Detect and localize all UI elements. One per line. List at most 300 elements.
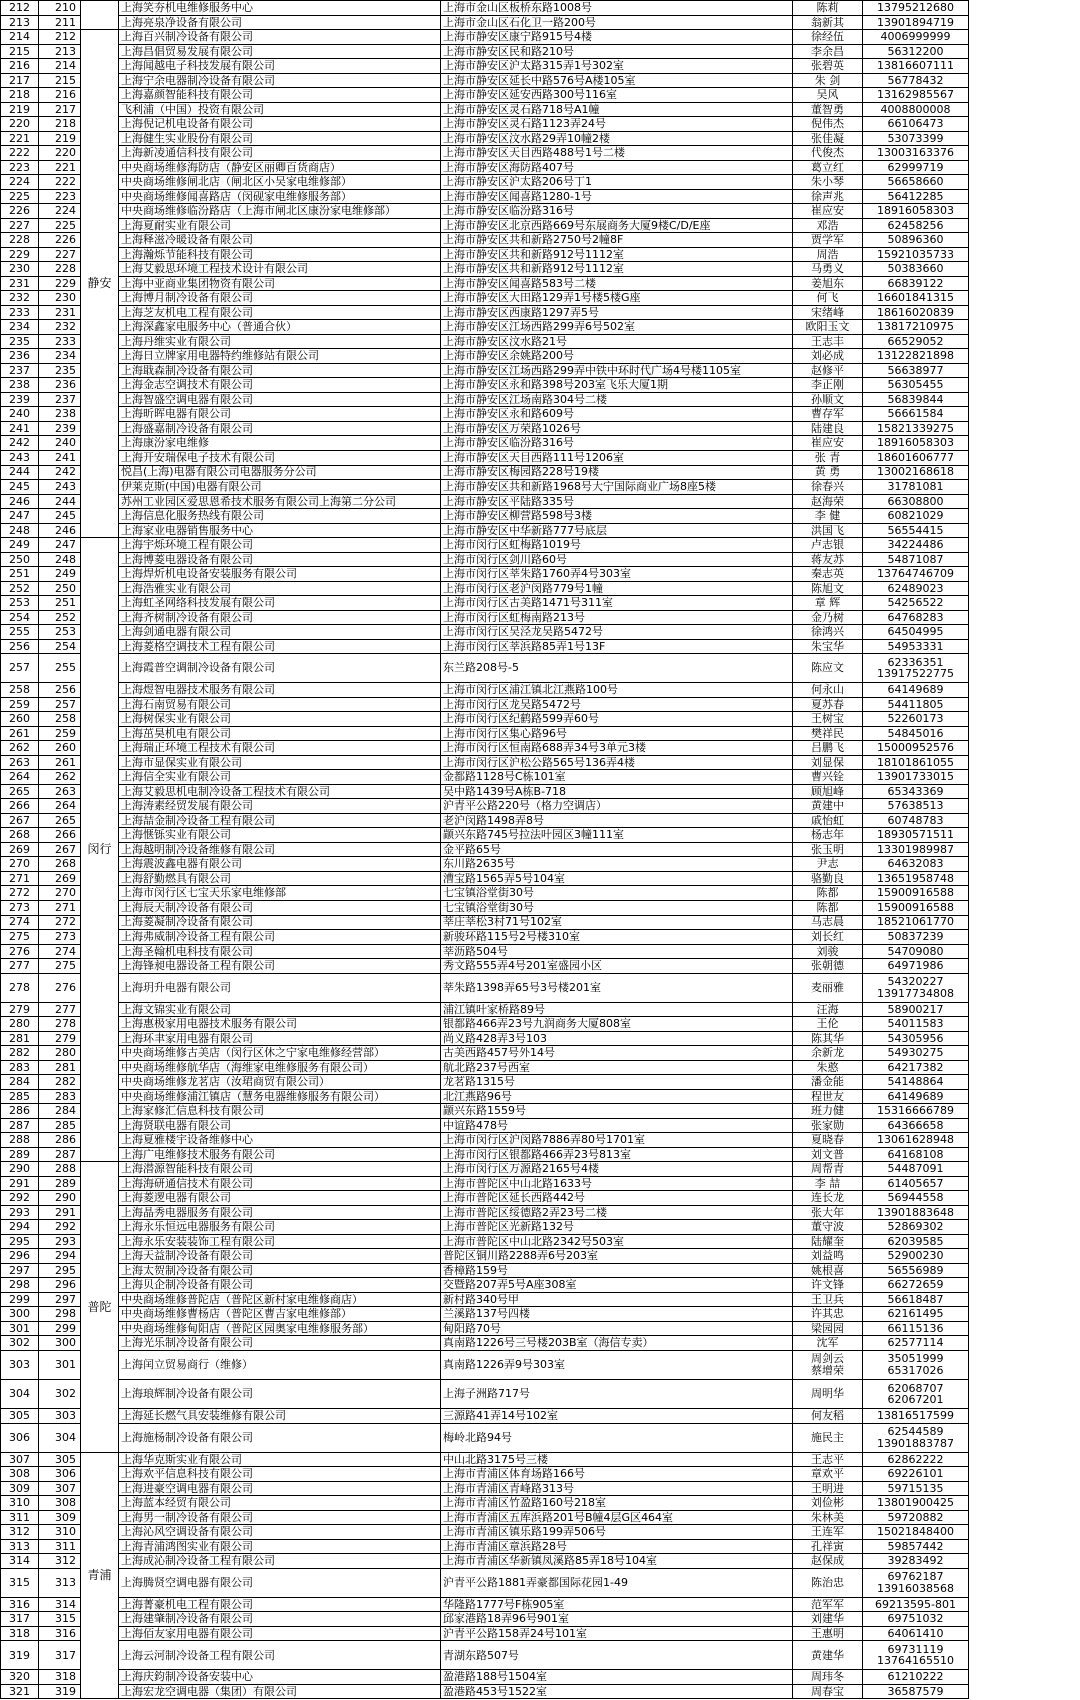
table-row: [1, 1467, 1058, 1482]
company-name-cell: 上海开安瑞保电子技术有限公司: [119, 450, 441, 465]
empty-cell: [969, 900, 1058, 915]
table-row: [1, 1321, 1058, 1336]
company-name-cell: 上海宇烁环境工程有限公司: [119, 538, 441, 553]
sequence-cell: 236: [39, 378, 81, 393]
row-number-cell: 213: [1, 15, 39, 30]
empty-cell: [969, 1249, 1058, 1264]
contact-person-cell: 范军军: [793, 1597, 863, 1612]
address-cell: 上海市闵行区莘浜路85弄1号13F: [441, 639, 793, 654]
phone-cell: 62544589 13901883787: [863, 1423, 969, 1452]
company-name-cell: 上海环聿家用电器有限公司: [119, 1031, 441, 1046]
sequence-cell: 317: [39, 1641, 81, 1670]
address-cell: 三源路41弄14号102室: [441, 1409, 793, 1424]
table-row: [1, 1423, 1058, 1452]
row-number-cell: 272: [1, 886, 39, 901]
address-cell: 上海市静安区北京西路669号东展商务大厦9楼C/D/E座: [441, 218, 793, 233]
row-number-cell: 264: [1, 770, 39, 785]
contact-person-cell: 许其忠: [793, 1307, 863, 1322]
phone-cell: 62862222: [863, 1452, 969, 1467]
company-name-cell: 上海琅辉制冷设备有限公司: [119, 1380, 441, 1409]
sequence-cell: 254: [39, 639, 81, 654]
empty-cell: [969, 320, 1058, 335]
address-cell: 上海市静安区平陆路335号: [441, 494, 793, 509]
phone-cell: 64149689: [863, 1089, 969, 1104]
address-cell: 老沪闵路1498弄8号: [441, 813, 793, 828]
contact-person-cell: 骆勤良: [793, 871, 863, 886]
address-cell: 龙茗路1315号: [441, 1075, 793, 1090]
row-number-cell: 218: [1, 88, 39, 103]
row-number-cell: 225: [1, 189, 39, 204]
empty-cell: [969, 1104, 1058, 1119]
contact-person-cell: 刘文普: [793, 1147, 863, 1162]
empty-cell: [969, 944, 1058, 959]
empty-cell: [969, 1641, 1058, 1670]
row-number-cell: 242: [1, 436, 39, 451]
sequence-cell: 244: [39, 494, 81, 509]
table-row: [1, 1539, 1058, 1554]
company-name-cell: 上海锋昶电器设备工程有限公司: [119, 959, 441, 974]
row-number-cell: 302: [1, 1336, 39, 1351]
empty-cell: [969, 799, 1058, 814]
phone-cell: 15921035733: [863, 247, 969, 262]
address-cell: 上海市青浦区华新镇凤溪路85弄18号104室: [441, 1554, 793, 1569]
sequence-cell: 293: [39, 1234, 81, 1249]
row-number-cell: 276: [1, 944, 39, 959]
empty-cell: [969, 378, 1058, 393]
row-number-cell: 261: [1, 726, 39, 741]
empty-cell: [969, 1554, 1058, 1569]
empty-cell: [969, 813, 1058, 828]
empty-cell: [969, 596, 1058, 611]
company-name-cell: 上海浩雅实业有限公司: [119, 581, 441, 596]
table-row: [1, 334, 1058, 349]
row-number-cell: 254: [1, 610, 39, 625]
table-row: [1, 784, 1058, 799]
address-cell: 上海市闵行区银都路466弄23号813室: [441, 1147, 793, 1162]
sequence-cell: 294: [39, 1249, 81, 1264]
contact-person-cell: 许文锋: [793, 1278, 863, 1293]
contact-person-cell: 章欢平: [793, 1467, 863, 1482]
address-cell: 上海市静安区共和新路912号1112室: [441, 247, 793, 262]
contact-person-cell: 夏苏春: [793, 697, 863, 712]
address-cell: 真南路1226号三号楼203B室（海信专卖）: [441, 1336, 793, 1351]
table-row: [1, 610, 1058, 625]
sequence-cell: 255: [39, 654, 81, 683]
company-name-cell: 上海腾贤空调电器有限公司: [119, 1568, 441, 1597]
contact-person-cell: 程世友: [793, 1089, 863, 1104]
contact-person-cell: 徐鸿兴: [793, 625, 863, 640]
table-row: [1, 1249, 1058, 1264]
contact-person-cell: 洪国飞: [793, 523, 863, 538]
sequence-cell: 308: [39, 1496, 81, 1511]
phone-cell: 66308800: [863, 494, 969, 509]
table-row: [1, 1075, 1058, 1090]
company-name-cell: 上海庆鈞制冷设备安装中心: [119, 1670, 441, 1685]
address-cell: 七宝镇浴堂街30号: [441, 886, 793, 901]
empty-cell: [969, 131, 1058, 146]
empty-cell: [969, 1075, 1058, 1090]
phone-cell: 54320227 13917734808: [863, 973, 969, 1002]
table-row: [1, 755, 1058, 770]
address-cell: 上海市静安区康宁路915号4楼: [441, 30, 793, 45]
phone-cell: 64768283: [863, 610, 969, 625]
empty-cell: [969, 189, 1058, 204]
empty-cell: [969, 567, 1058, 582]
contact-person-cell: 余新龙: [793, 1046, 863, 1061]
row-number-cell: 306: [1, 1423, 39, 1452]
contact-person-cell: 潘金能: [793, 1075, 863, 1090]
district-cell: 普陀: [81, 1162, 119, 1452]
row-number-cell: 291: [1, 1176, 39, 1191]
empty-cell: [969, 1481, 1058, 1496]
address-cell: 上海市静安区汶水路29弄10幢2楼: [441, 131, 793, 146]
empty-cell: [969, 1031, 1058, 1046]
phone-cell: 66115136: [863, 1321, 969, 1336]
row-number-cell: 300: [1, 1307, 39, 1322]
row-number-cell: 215: [1, 44, 39, 59]
phone-cell: 64504995: [863, 625, 969, 640]
company-name-cell: 上海智盛空调电器有限公司: [119, 392, 441, 407]
contact-person-cell: 周春宝: [793, 1684, 863, 1699]
company-name-cell: 上海瑞正环境工程技术有限公司: [119, 741, 441, 756]
table-row: [1, 1568, 1058, 1597]
empty-cell: [969, 509, 1058, 524]
row-number-cell: 305: [1, 1409, 39, 1424]
company-name-cell: 上海天益制冷设备有限公司: [119, 1249, 441, 1264]
contact-person-cell: 张玉明: [793, 842, 863, 857]
address-cell: 上海市闵行区浦江镇北江燕路100号: [441, 683, 793, 698]
row-number-cell: 293: [1, 1205, 39, 1220]
empty-cell: [969, 465, 1058, 480]
table-row: [1, 842, 1058, 857]
sequence-cell: 252: [39, 610, 81, 625]
company-name-cell: 上海圣翰机电科技有限公司: [119, 944, 441, 959]
row-number-cell: 217: [1, 73, 39, 88]
row-number-cell: 257: [1, 654, 39, 683]
address-cell: 青湖东路507号: [441, 1641, 793, 1670]
phone-cell: 69213595-801: [863, 1597, 969, 1612]
sequence-cell: 268: [39, 857, 81, 872]
address-cell: 上海市静安区海防路407号: [441, 160, 793, 175]
company-name-cell: 上海焊炘机电设备安装服务有限公司: [119, 567, 441, 582]
address-cell: 颛兴东路1559号: [441, 1104, 793, 1119]
contact-person-cell: 刘俭彬: [793, 1496, 863, 1511]
row-number-cell: 228: [1, 233, 39, 248]
sequence-cell: 250: [39, 581, 81, 596]
empty-cell: [969, 15, 1058, 30]
contact-person-cell: 麦丽雅: [793, 973, 863, 1002]
phone-cell: 59720882: [863, 1510, 969, 1525]
phone-cell: 69226101: [863, 1467, 969, 1482]
address-cell: 上海市静安区余姚路200号: [441, 349, 793, 364]
contact-person-cell: 金乃树: [793, 610, 863, 625]
address-cell: 东兰路208号-5: [441, 654, 793, 683]
empty-cell: [969, 494, 1058, 509]
address-cell: 上海市静安区汶水路21号: [441, 334, 793, 349]
company-name-cell: 上海成沁制冷设备工程有限公司: [119, 1554, 441, 1569]
phone-cell: 54871087: [863, 552, 969, 567]
phone-cell: 54930275: [863, 1046, 969, 1061]
phone-cell: 13122821898: [863, 349, 969, 364]
row-number-cell: 234: [1, 320, 39, 335]
phone-cell: 52869302: [863, 1220, 969, 1235]
sequence-cell: 235: [39, 363, 81, 378]
empty-cell: [969, 421, 1058, 436]
phone-cell: 18916058303: [863, 204, 969, 219]
company-name-cell: 上海家修汇信息科技有限公司: [119, 1104, 441, 1119]
empty-cell: [969, 726, 1058, 741]
row-number-cell: 226: [1, 204, 39, 219]
contact-person-cell: 孔祥寅: [793, 1539, 863, 1554]
empty-cell: [969, 1220, 1058, 1235]
contact-person-cell: 杨志年: [793, 828, 863, 843]
sequence-cell: 211: [39, 15, 81, 30]
contact-person-cell: 黄建中: [793, 799, 863, 814]
address-cell: 上海市闵行区纪鹤路599弄60号: [441, 712, 793, 727]
row-number-cell: 227: [1, 218, 39, 233]
sequence-cell: 302: [39, 1380, 81, 1409]
empty-cell: [969, 102, 1058, 117]
row-number-cell: 231: [1, 276, 39, 291]
empty-cell: [969, 523, 1058, 538]
table-row: [1, 15, 1058, 30]
table-row: [1, 1060, 1058, 1075]
row-number-cell: 247: [1, 509, 39, 524]
contact-person-cell: 赵修平: [793, 363, 863, 378]
address-cell: 上海市青浦区镇乐路199弄506号: [441, 1525, 793, 1540]
company-name-cell: 上海新凌通信科技有限公司: [119, 146, 441, 161]
phone-cell: 35051999 65317026: [863, 1350, 969, 1379]
contact-person-cell: 夏晓春: [793, 1133, 863, 1148]
empty-cell: [969, 1626, 1058, 1641]
row-number-cell: 284: [1, 1075, 39, 1090]
table-row: [1, 1220, 1058, 1235]
sequence-cell: 233: [39, 334, 81, 349]
sequence-cell: 280: [39, 1046, 81, 1061]
company-name-cell: 上海释滋冷暖设备有限公司: [119, 233, 441, 248]
sequence-cell: 265: [39, 813, 81, 828]
contact-person-cell: 李余昌: [793, 44, 863, 59]
contact-person-cell: 汪海: [793, 1002, 863, 1017]
phone-cell: 56661584: [863, 407, 969, 422]
table-row: [1, 494, 1058, 509]
table-row: [1, 828, 1058, 843]
sequence-cell: 306: [39, 1467, 81, 1482]
company-name-cell: 上海博月制冷设备有限公司: [119, 291, 441, 306]
sequence-cell: 286: [39, 1133, 81, 1148]
table-row: [1, 88, 1058, 103]
address-cell: 上海市静安区沪太路315弄1号302室: [441, 59, 793, 74]
row-number-cell: 262: [1, 741, 39, 756]
company-name-cell: 上海晶秀电器服务有限公司: [119, 1205, 441, 1220]
contact-person-cell: 陆耀奎: [793, 1234, 863, 1249]
company-name-cell: 上海云河制冷设备工程有限公司: [119, 1641, 441, 1670]
sequence-cell: 216: [39, 88, 81, 103]
table-row: [1, 450, 1058, 465]
sequence-cell: 284: [39, 1104, 81, 1119]
contact-person-cell: 周玮冬: [793, 1670, 863, 1685]
company-name-cell: 上海戢森制冷设备有限公司: [119, 363, 441, 378]
phone-cell: 61210222: [863, 1670, 969, 1685]
table-row: [1, 160, 1058, 175]
table-row: [1, 930, 1058, 945]
table-row: [1, 857, 1058, 872]
sequence-cell: 304: [39, 1423, 81, 1452]
empty-cell: [969, 1496, 1058, 1511]
company-name-cell: 中央商场维修临汾路店（上海市闸北区康汾家电维修部）: [119, 204, 441, 219]
phone-cell: 54411805: [863, 697, 969, 712]
address-cell: 上海市静安区西康路1297弄5号: [441, 305, 793, 320]
empty-cell: [969, 1, 1058, 16]
table-row: [1, 1409, 1058, 1424]
company-name-cell: 上海进豪空调电器有限公司: [119, 1481, 441, 1496]
sequence-cell: 264: [39, 799, 81, 814]
contact-person-cell: 陈都: [793, 886, 863, 901]
phone-cell: 69762187 13916038568: [863, 1568, 969, 1597]
empty-cell: [969, 959, 1058, 974]
row-number-cell: 267: [1, 813, 39, 828]
row-number-cell: 290: [1, 1162, 39, 1177]
row-number-cell: 288: [1, 1133, 39, 1148]
contact-person-cell: 陈应文: [793, 654, 863, 683]
table-row: [1, 1147, 1058, 1162]
sequence-cell: 316: [39, 1626, 81, 1641]
company-name-cell: 上海华克斯实业有限公司: [119, 1452, 441, 1467]
company-name-cell: 中央商场维修闸北店（闸北区小吴家电维修部）: [119, 175, 441, 190]
sequence-cell: 239: [39, 421, 81, 436]
address-cell: 上海市静安区临汾路316号: [441, 436, 793, 451]
empty-cell: [969, 625, 1058, 640]
sequence-cell: 261: [39, 755, 81, 770]
contact-person-cell: 王树宝: [793, 712, 863, 727]
sequence-cell: 220: [39, 146, 81, 161]
table-row: [1, 538, 1058, 553]
empty-cell: [969, 930, 1058, 945]
table-row: [1, 915, 1058, 930]
address-cell: 上海市闵行区沪闵路7886弄80号1701室: [441, 1133, 793, 1148]
table-row: [1, 1612, 1058, 1627]
empty-cell: [969, 160, 1058, 175]
address-cell: 甸阳路70号: [441, 1321, 793, 1336]
address-cell: 上海市闵行区万源路2165号4楼: [441, 1162, 793, 1177]
contact-person-cell: 张佳凝: [793, 131, 863, 146]
row-number-cell: 249: [1, 538, 39, 553]
empty-cell: [969, 697, 1058, 712]
phone-cell: 39283492: [863, 1554, 969, 1569]
empty-cell: [969, 247, 1058, 262]
table-row: [1, 1017, 1058, 1032]
empty-cell: [969, 349, 1058, 364]
row-number-cell: 222: [1, 146, 39, 161]
contact-person-cell: 周明华: [793, 1380, 863, 1409]
contact-person-cell: 章 辉: [793, 596, 863, 611]
table-row: [1, 509, 1058, 524]
sequence-cell: 315: [39, 1612, 81, 1627]
row-number-cell: 219: [1, 102, 39, 117]
row-number-cell: 289: [1, 1147, 39, 1162]
sequence-cell: 238: [39, 407, 81, 422]
address-cell: 新村路340号甲: [441, 1292, 793, 1307]
address-cell: 上海市静安区闻喜路1280-1号: [441, 189, 793, 204]
address-cell: 东川路2635号: [441, 857, 793, 872]
sequence-cell: 215: [39, 73, 81, 88]
phone-cell: 54845016: [863, 726, 969, 741]
address-cell: 沪青平公路1881弄豪都国际花园1-49: [441, 1568, 793, 1597]
company-name-cell: 上海笑夯机电维修服务中心: [119, 1, 441, 16]
table-row: [1, 436, 1058, 451]
address-cell: 中山北路3175号三楼: [441, 1452, 793, 1467]
phone-cell: 56305455: [863, 378, 969, 393]
address-cell: 交暨路207弄5号A座308室: [441, 1278, 793, 1293]
sequence-cell: 277: [39, 1002, 81, 1017]
row-number-cell: 303: [1, 1350, 39, 1379]
phone-cell: 54256522: [863, 596, 969, 611]
empty-cell: [969, 552, 1058, 567]
row-number-cell: 220: [1, 117, 39, 132]
sequence-cell: 245: [39, 509, 81, 524]
row-number-cell: 285: [1, 1089, 39, 1104]
table-row: [1, 1031, 1058, 1046]
table-row: [1, 1263, 1058, 1278]
company-name-cell: 上海玥升电器有限公司: [119, 973, 441, 1002]
phone-cell: 13061628948: [863, 1133, 969, 1148]
address-cell: 上海市静安区延长中路576号A楼105室: [441, 73, 793, 88]
sequence-cell: 210: [39, 1, 81, 16]
address-cell: 上海市普陀区中山北路2342号503室: [441, 1234, 793, 1249]
row-number-cell: 317: [1, 1612, 39, 1627]
empty-cell: [969, 581, 1058, 596]
table-row: [1, 1452, 1058, 1467]
empty-cell: [969, 450, 1058, 465]
company-name-cell: 上海舒勤燃具有限公司: [119, 871, 441, 886]
empty-cell: [969, 480, 1058, 495]
contact-person-cell: 何友稻: [793, 1409, 863, 1424]
phone-cell: 54305956: [863, 1031, 969, 1046]
empty-cell: [969, 1118, 1058, 1133]
address-cell: 真南路1226弄9号303室: [441, 1350, 793, 1379]
sequence-cell: 275: [39, 959, 81, 974]
company-name-cell: 上海瀚烁节能科技有限公司: [119, 247, 441, 262]
sequence-cell: 228: [39, 262, 81, 277]
company-name-cell: 飞利浦（中国）投资有限公司: [119, 102, 441, 117]
sequence-cell: 241: [39, 450, 81, 465]
sequence-cell: 221: [39, 160, 81, 175]
table-row: [1, 1133, 1058, 1148]
address-cell: 浦江镇叶家桥路89号: [441, 1002, 793, 1017]
empty-cell: [969, 334, 1058, 349]
table-row: [1, 1626, 1058, 1641]
contact-person-cell: 朱林美: [793, 1510, 863, 1525]
table-row: [1, 1670, 1058, 1685]
table-row: [1, 683, 1058, 698]
row-number-cell: 250: [1, 552, 39, 567]
address-cell: 沪青平公路220号（格力空调店）: [441, 799, 793, 814]
contact-person-cell: 吴风: [793, 88, 863, 103]
row-number-cell: 280: [1, 1017, 39, 1032]
empty-cell: [969, 1176, 1058, 1191]
address-cell: 七宝镇浴堂街30号: [441, 900, 793, 915]
sequence-cell: 288: [39, 1162, 81, 1177]
phone-cell: 64217382: [863, 1060, 969, 1075]
table-row: [1, 233, 1058, 248]
row-number-cell: 233: [1, 305, 39, 320]
contact-person-cell: 董智勇: [793, 102, 863, 117]
contact-person-cell: 周帮青: [793, 1162, 863, 1177]
address-cell: 金平路65号: [441, 842, 793, 857]
table-row: [1, 276, 1058, 291]
row-number-cell: 258: [1, 683, 39, 698]
row-number-cell: 265: [1, 784, 39, 799]
